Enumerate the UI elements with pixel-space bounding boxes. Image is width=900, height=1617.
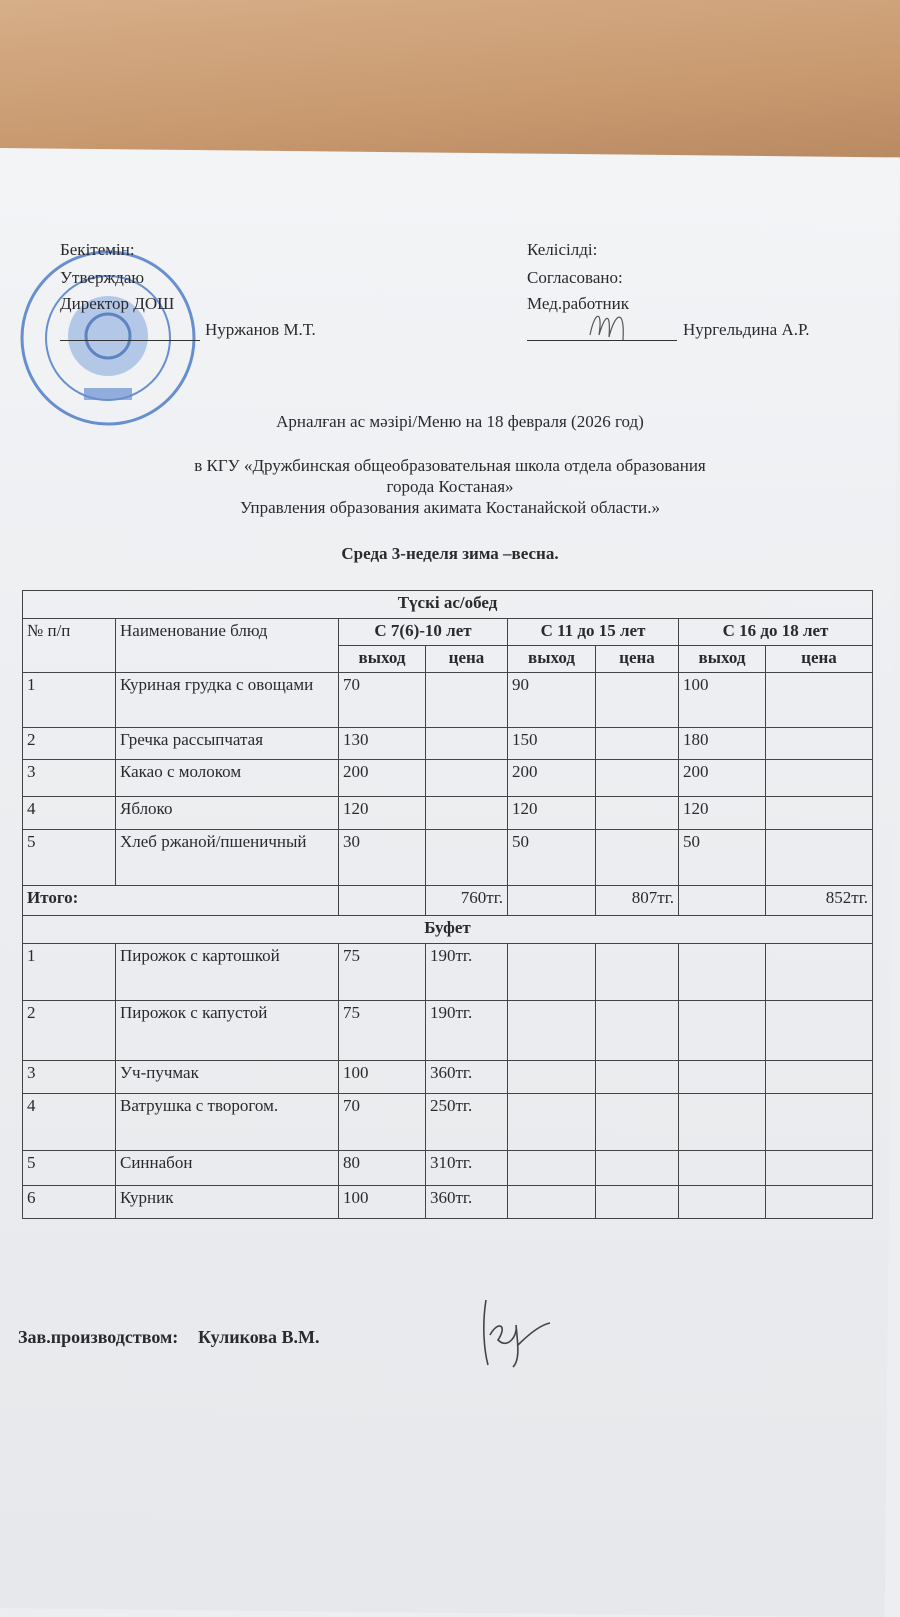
footer-name: Куликова В.М. (198, 1327, 320, 1347)
output-value: 50 (508, 830, 596, 886)
dish-name: Какао с молоком (116, 760, 339, 797)
empty-cell (766, 1186, 873, 1219)
dish-name: Пирожок с картошкой (116, 944, 339, 1001)
row-num: 4 (23, 1094, 116, 1151)
buffet-section-title: Буфет (23, 916, 873, 944)
org-line-3: Управления образования акимата Костанайской области.» (239, 498, 661, 517)
price-cell (766, 797, 873, 830)
age-group-header: С 7(6)-10 лет (339, 619, 508, 646)
total-value: 807тг. (596, 886, 679, 916)
org-line-2: города Костаная» (386, 477, 514, 496)
empty-cell (596, 1094, 679, 1151)
output-value: 200 (339, 760, 426, 797)
row-num: 3 (23, 1061, 116, 1094)
empty-cell (508, 1061, 596, 1094)
week-label: Среда 3-неделя зима –весна. (341, 544, 559, 563)
output-value: 200 (679, 760, 766, 797)
approve-name: Нуржанов М.Т. (205, 320, 316, 339)
table-row (23, 760, 873, 797)
row-num: 1 (23, 673, 116, 728)
dish-name: Гречка рассыпчатая (116, 728, 339, 760)
dish-name: Куриная грудка с овощами (116, 673, 339, 728)
price-value: 360тг. (426, 1061, 508, 1094)
agree-position: Мед.работник (527, 294, 629, 313)
empty-cell (679, 1001, 766, 1061)
empty-cell (508, 1151, 596, 1186)
approve-kz: Бекітемін: (60, 240, 135, 259)
empty-cell (766, 1001, 873, 1061)
row-num: 5 (23, 830, 116, 886)
empty-cell (596, 944, 679, 1001)
empty-cell (508, 1094, 596, 1151)
org-line-1: в КГУ «Дружбинская общеобразовательная школа отдела образования (194, 456, 706, 475)
output-value: 80 (339, 1151, 426, 1186)
agree-name: Нургельдина А.Р. (683, 320, 810, 339)
output-value: 100 (339, 1186, 426, 1219)
sub-header-price: цена (596, 646, 679, 673)
dish-name: Ватрушка с творогом. (116, 1094, 339, 1151)
dish-name: Пирожок с капустой (116, 1001, 339, 1061)
table-row (23, 1186, 873, 1219)
price-cell (596, 830, 679, 886)
footer-label: Зав.производством: (18, 1327, 179, 1347)
empty-cell (766, 1061, 873, 1094)
price-cell (426, 728, 508, 760)
footer-signature (468, 1295, 558, 1370)
price-cell (596, 673, 679, 728)
sub-header-price: цена (766, 646, 873, 673)
output-value: 130 (339, 728, 426, 760)
price-cell (596, 728, 679, 760)
table-row (23, 1094, 873, 1151)
output-value: 90 (508, 673, 596, 728)
empty-cell (679, 1061, 766, 1094)
price-value: 310тг. (426, 1151, 508, 1186)
price-cell (426, 797, 508, 830)
empty-cell (596, 1151, 679, 1186)
row-num: 2 (23, 1001, 116, 1061)
output-value: 70 (339, 1094, 426, 1151)
empty-cell (766, 1094, 873, 1151)
dish-name: Синнабон (116, 1151, 339, 1186)
total-value: 852тг. (766, 886, 873, 916)
output-value: 120 (679, 797, 766, 830)
empty-cell (508, 944, 596, 1001)
price-cell (766, 830, 873, 886)
output-value: 120 (339, 797, 426, 830)
row-num: 5 (23, 1151, 116, 1186)
empty-cell (766, 1151, 873, 1186)
row-num: 3 (23, 760, 116, 797)
output-value: 50 (679, 830, 766, 886)
price-value: 190тг. (426, 1001, 508, 1061)
price-cell (426, 760, 508, 797)
table-row (23, 1151, 873, 1186)
empty-cell (339, 886, 426, 916)
output-value: 200 (508, 760, 596, 797)
price-value: 250тг. (426, 1094, 508, 1151)
price-cell (596, 797, 679, 830)
price-value: 360тг. (426, 1186, 508, 1219)
empty-cell (508, 1186, 596, 1219)
dish-name: Уч-пучмак (116, 1061, 339, 1094)
price-cell (426, 673, 508, 728)
row-num: 2 (23, 728, 116, 760)
empty-cell (679, 1151, 766, 1186)
table-row (23, 1001, 873, 1061)
approve-position: Директор ДОШ (60, 294, 175, 313)
col-name-header: Наименование блюд (116, 619, 339, 673)
sub-header-price: цена (426, 646, 508, 673)
output-value: 70 (339, 673, 426, 728)
sub-header-out: выход (339, 646, 426, 673)
row-num: 6 (23, 1186, 116, 1219)
output-value: 75 (339, 944, 426, 1001)
table-row (23, 830, 873, 886)
empty-cell (508, 1001, 596, 1061)
empty-cell (679, 1186, 766, 1219)
sub-header-out: выход (508, 646, 596, 673)
price-cell (426, 830, 508, 886)
dish-name: Хлеб ржаной/пшеничный (116, 830, 339, 886)
output-value: 100 (679, 673, 766, 728)
lunch-section-title: Түскі ас/обед (23, 591, 873, 619)
empty-cell (679, 944, 766, 1001)
output-value: 75 (339, 1001, 426, 1061)
total-value: 760тг. (426, 886, 508, 916)
row-num: 4 (23, 797, 116, 830)
approve-signature-line (60, 320, 200, 341)
output-value: 150 (508, 728, 596, 760)
empty-cell (596, 1186, 679, 1219)
sub-header-out: выход (679, 646, 766, 673)
table-row (23, 797, 873, 830)
menu-title: Арналған ас мәзірі/Меню на 18 февраля (2026 год) (276, 412, 644, 431)
agree-signature (585, 305, 635, 345)
row-num: 1 (23, 944, 116, 1001)
agree-ru: Согласовано: (527, 268, 623, 287)
output-value: 30 (339, 830, 426, 886)
approve-ru: Утверждаю (60, 268, 145, 287)
age-group-header: С 11 до 15 лет (508, 619, 679, 646)
agree-kz: Келісілді: (527, 240, 598, 259)
desk-background (0, 0, 900, 160)
col-num-header: № п/п (23, 619, 116, 673)
age-group-header: С 16 до 18 лет (679, 619, 873, 646)
empty-cell (679, 1094, 766, 1151)
total-label: Итого: (23, 886, 339, 916)
table-row (23, 1061, 873, 1094)
empty-cell (596, 1061, 679, 1094)
menu-table (22, 590, 873, 1219)
price-cell (766, 673, 873, 728)
price-value: 190тг. (426, 944, 508, 1001)
output-value: 100 (339, 1061, 426, 1094)
price-cell (766, 760, 873, 797)
price-cell (596, 760, 679, 797)
empty-cell (596, 1001, 679, 1061)
table-row (23, 728, 873, 760)
empty-cell (679, 886, 766, 916)
price-cell (766, 728, 873, 760)
output-value: 120 (508, 797, 596, 830)
dish-name: Яблоко (116, 797, 339, 830)
table-row (23, 944, 873, 1001)
empty-cell (508, 886, 596, 916)
table-row (23, 673, 873, 728)
output-value: 180 (679, 728, 766, 760)
empty-cell (766, 944, 873, 1001)
dish-name: Курник (116, 1186, 339, 1219)
